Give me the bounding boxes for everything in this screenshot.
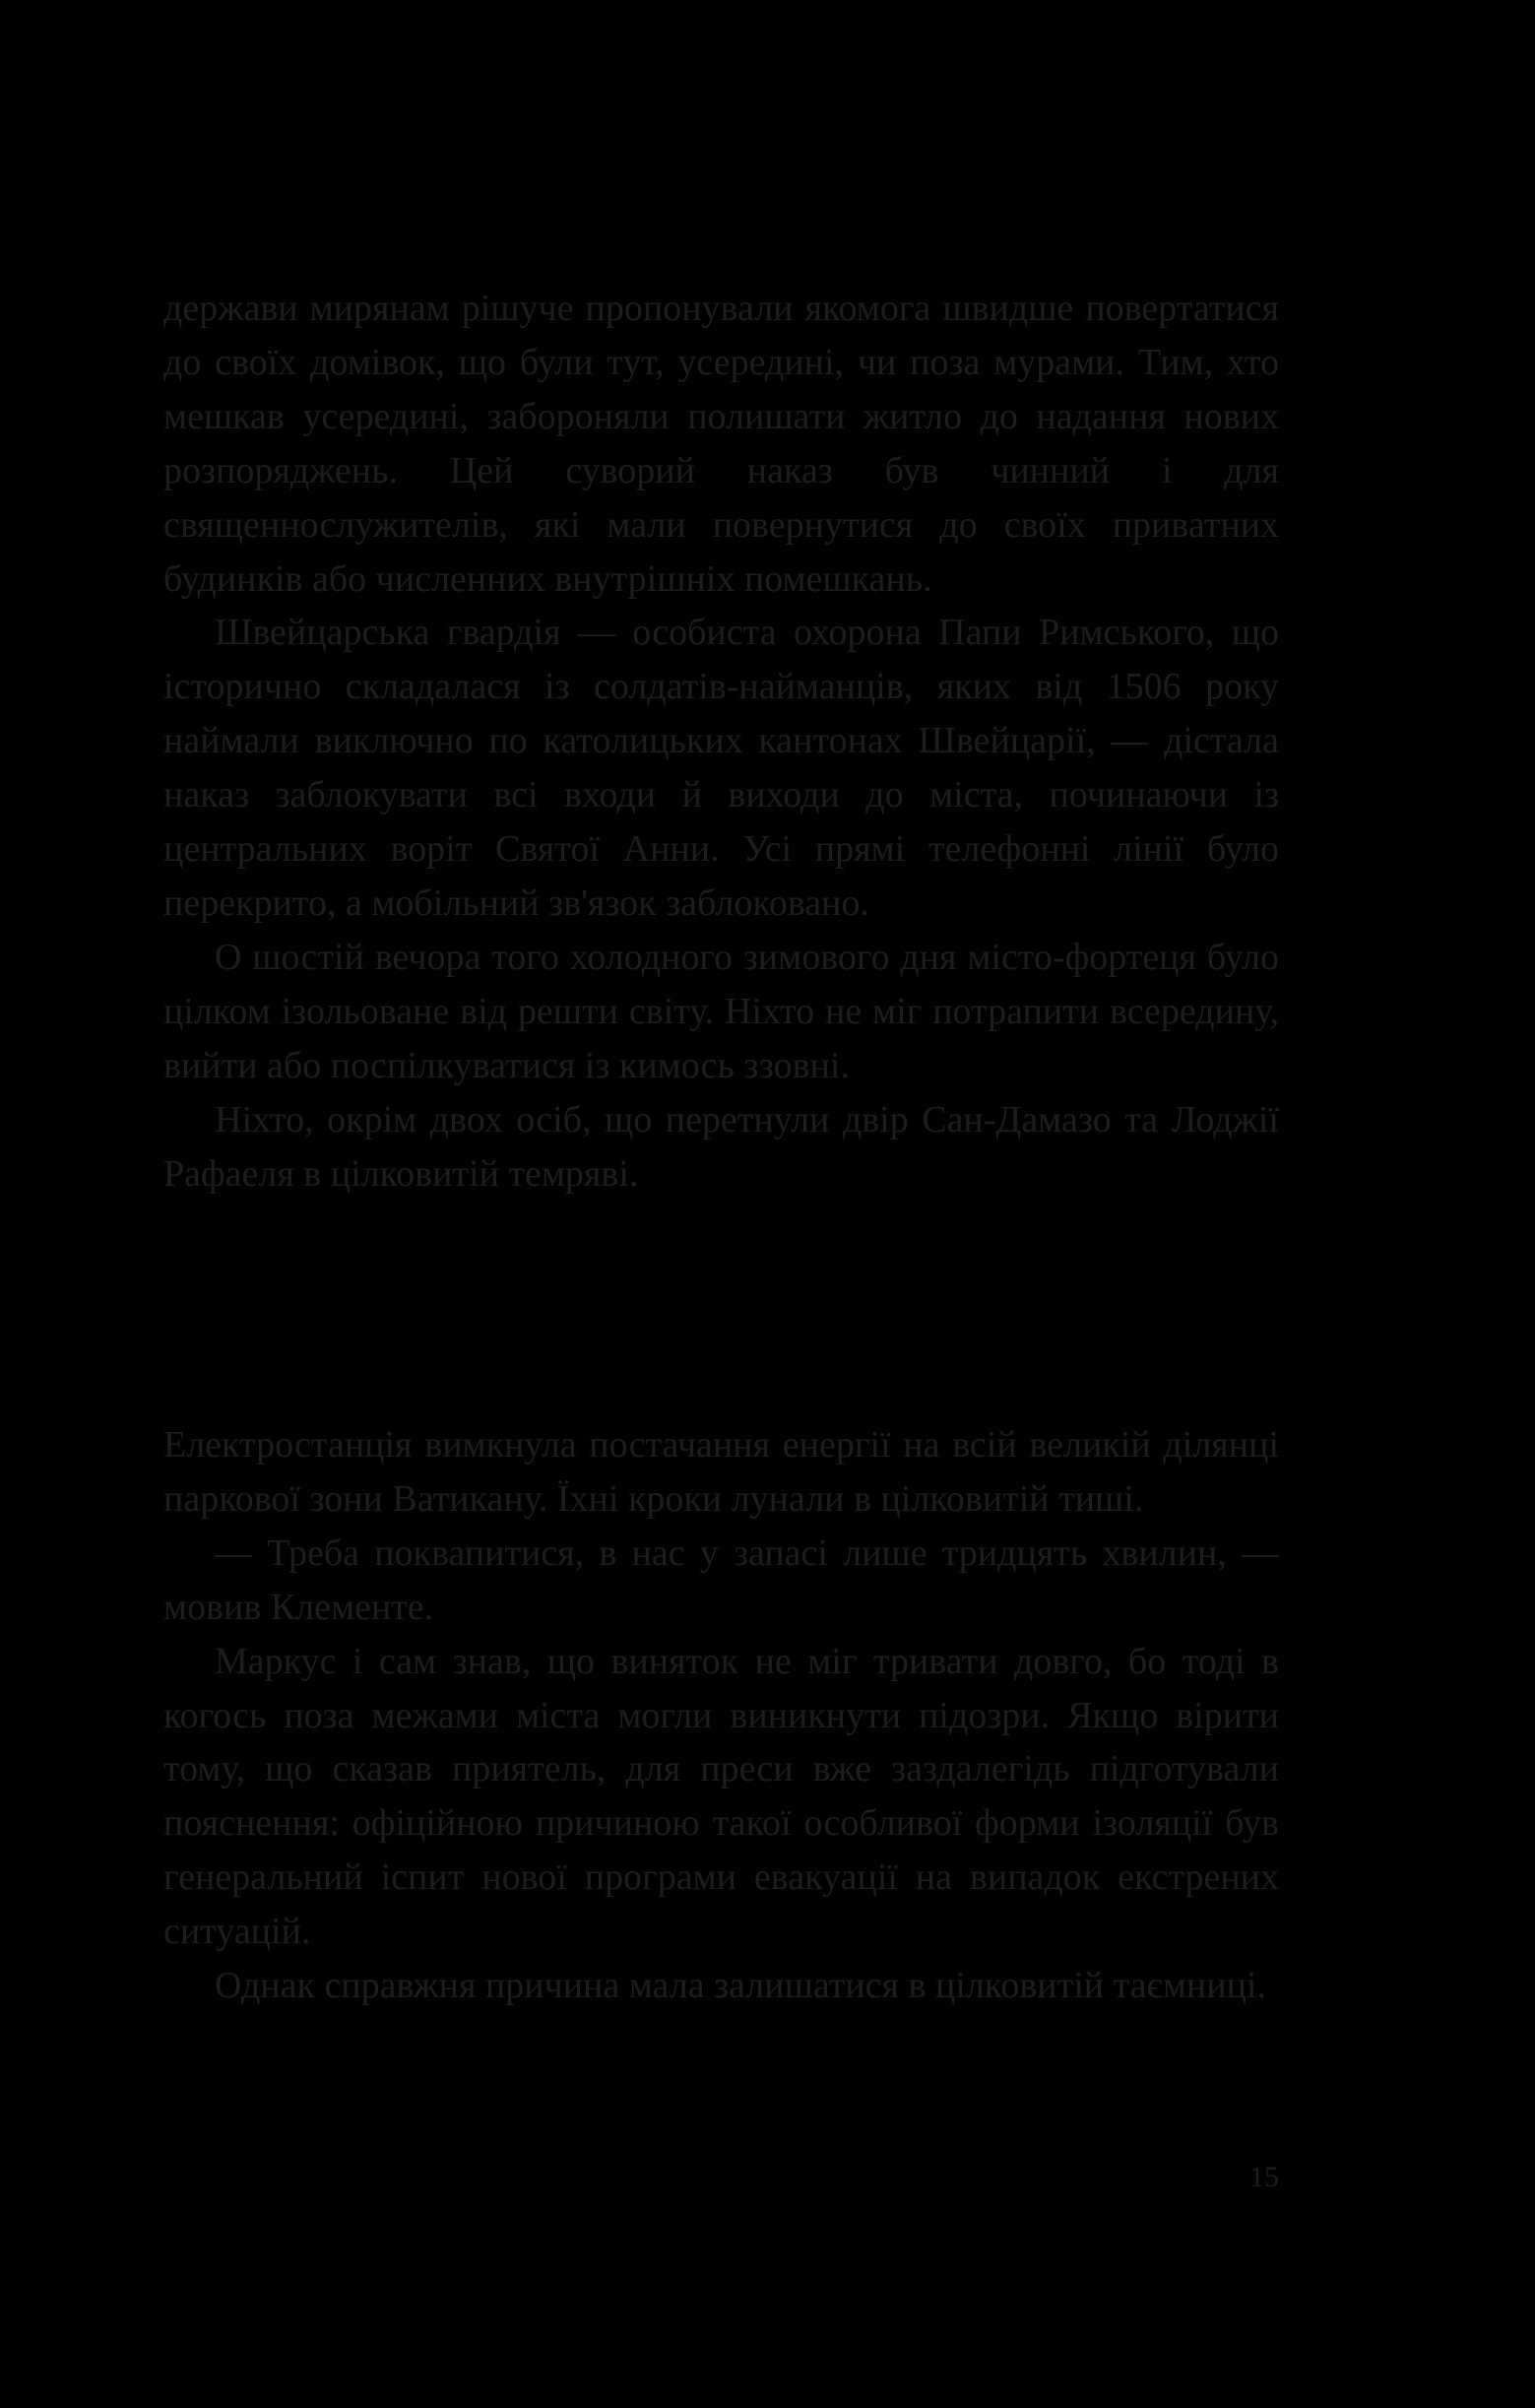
paragraph: — Треба поквапитися, в нас у запасі лише тридцять хвилин, — мовив Клементе. — [163, 1531, 1279, 1628]
paragraph: Однак справжня причина мала залишатися в цілковитій таємниці. — [215, 1965, 1266, 2007]
text-section-two — [163, 1418, 1279, 2013]
paragraph: Маркус і сам знав, що виняток не міг тривати довго, бо тоді в когось поза межами міста могли виникнути підозри. Якщо вірити тому, що сказав приятель, для преси вже заздалегідь підготували пояснення: офіційною причиною такої особливої форми ізоляції був генеральний іспит нової програми евакуації на випадок екстрених ситуацій. — [163, 1640, 1279, 1953]
paragraph: Ніхто, окрім двох осіб, що перетнули двір Сан-Дамазо та Лоджії Рафаеля в цілковитій темряві. — [163, 1098, 1279, 1195]
paragraph: Швейцарська гвардія — особиста охорона Папи Римського, що історично складалася із солдатів-найманців, яких від 1506 року наймали виключно по католицьких кантонах Швейцарії, — дістала наказ заблокувати всі входи й виходи до міста, починаючи із центральних воріт Святої Анни. Усі прямі телефонні лінії було перекрито, а мобільний зв'язок заблоковано. — [163, 612, 1279, 924]
paragraph: О шостій вечора того холодного зимового дня місто-фортеця було цілком ізольоване від решти світу. Ніхто не міг потрапити всередину, вийти або поспілкуватися із кимось ззовні. — [163, 936, 1279, 1086]
paragraph: Електростанція вимкнула постачання енергії на всій великій ділянці паркової зони Ватикану. Їхні кроки лунали в цілковитій тиші. — [163, 1424, 1279, 1520]
paragraph: держави мирянам рішуче пропонували якомога швидше повертатися до своїх домівок, що були тут, усередині, чи поза мурами. Тим, хто мешкав усередині, забороняли полишати житло до надання нових розпоряджень. Цей суворий наказ був чинний і для священнослужителів, які мали повернутися до своїх приватних будинків або численних внутрішніх помешкань. — [163, 288, 1279, 600]
page-number: 15 — [1249, 2161, 1279, 2193]
text-section-one — [163, 282, 1279, 1201]
